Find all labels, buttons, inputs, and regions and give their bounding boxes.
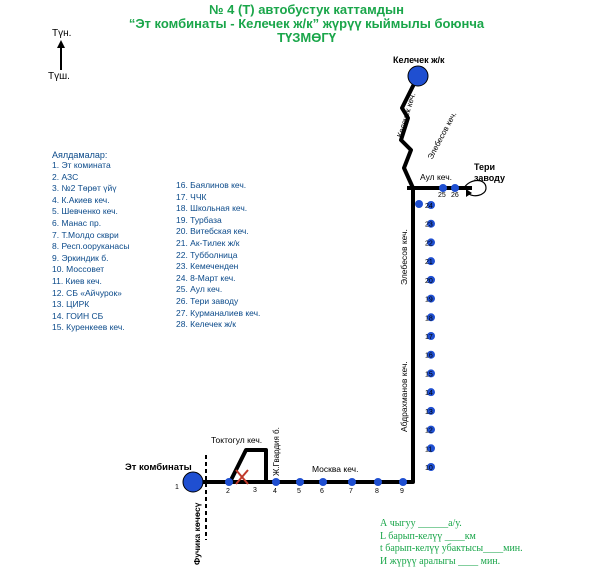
form-line-1: А чыгуу ______а/у. bbox=[380, 518, 462, 529]
form-line-2: L барып-келүү ____км bbox=[380, 530, 476, 542]
street-zh-gvardiya: Ж.Гвардия б. bbox=[272, 427, 281, 476]
stop-number: 22 bbox=[425, 240, 433, 248]
form-line-3: t барып-келүү убактысы____мин. bbox=[380, 543, 523, 554]
stop-marker bbox=[399, 478, 407, 486]
street-toktogul: Токтогул кеч. bbox=[211, 435, 263, 445]
stop-number: 3 bbox=[253, 487, 257, 494]
legend-item: 6. Манас пр. bbox=[52, 217, 102, 228]
street-abdrakhmanov: Абдрахманов кеч. bbox=[399, 361, 409, 432]
stop-number: 7 bbox=[349, 488, 353, 495]
stop-number: 13 bbox=[425, 408, 433, 416]
legend-item: 10. Моссовет bbox=[52, 264, 105, 275]
form-line-4: И жүрүү аралыгы ____ мин. bbox=[380, 555, 501, 567]
stop-number: 5 bbox=[297, 488, 301, 495]
stop-number: 10 bbox=[425, 465, 433, 472]
legend-item: 7. Т.Молдо скври bbox=[52, 229, 119, 240]
stop-number: 19 bbox=[425, 296, 433, 304]
stop-number: 1 bbox=[175, 484, 179, 491]
legend-item: 3. №2 Төрөт үйү bbox=[52, 183, 117, 194]
legend-item: 9. Эркиндик б. bbox=[52, 252, 109, 263]
stop-number: 18 bbox=[425, 315, 433, 323]
street-elebesov-lower: Элебесов кеч. bbox=[399, 229, 409, 285]
legend-item: 17. ЧЧК bbox=[176, 191, 207, 202]
legend-item: 16. Баялинов кеч. bbox=[176, 180, 247, 190]
stop-number: 16 bbox=[425, 352, 433, 360]
map-title-line2: “Эт комбинаты - Келечек ж/к” жүрүү кыймылы боюнча bbox=[128, 16, 485, 31]
legend-item: 27. Курманалиев кеч. bbox=[176, 307, 261, 318]
legend-item: 2. АЗС bbox=[52, 171, 79, 182]
legend-item: 26. Тери заводу bbox=[176, 295, 239, 306]
legend-item: 15. Куренкеев кеч. bbox=[52, 322, 125, 333]
legend-item: 22. Тубболница bbox=[176, 249, 238, 260]
legend-item: 25. Аул кеч. bbox=[176, 284, 223, 295]
stop-number: 6 bbox=[320, 488, 324, 495]
stop-number: 23 bbox=[425, 221, 433, 229]
map-title-line1: № 4 (Т) автобустук каттамдын bbox=[209, 2, 404, 17]
stop-number: 21 bbox=[425, 259, 433, 267]
stop-marker bbox=[319, 478, 327, 486]
stop-number: 24 bbox=[425, 203, 433, 210]
south-label: Түш. bbox=[48, 71, 70, 82]
stop-marker bbox=[348, 478, 356, 486]
stop-number: 20 bbox=[425, 277, 433, 285]
stop-marker bbox=[272, 478, 280, 486]
legend-item: 13. ЦИРК bbox=[52, 299, 90, 310]
stop-number: 2 bbox=[226, 488, 230, 495]
legend-item: 12. СБ «Айчурок» bbox=[52, 287, 122, 298]
street-fuchika: Фучика көчөсү bbox=[192, 502, 202, 565]
stop-marker bbox=[415, 200, 423, 208]
north-label: Түн. bbox=[52, 28, 72, 39]
legend-item: 21. Ак-Тилек ж/к bbox=[176, 237, 240, 248]
stop-number: 11 bbox=[425, 446, 433, 454]
terminal-end-label: Келечек ж/к bbox=[393, 55, 445, 65]
legend-item: 1. Эт комината bbox=[52, 160, 111, 170]
map-title-line3: ТҮЗМӨГҮ bbox=[277, 30, 336, 45]
terminal-start-label: Эт комбинаты bbox=[125, 462, 192, 473]
stop-number: 9 bbox=[400, 488, 404, 495]
stop-number: 14 bbox=[425, 390, 433, 398]
street-kelechek: Келечек кеч. bbox=[395, 91, 418, 139]
legend-item: 14. ГОИН СБ bbox=[52, 310, 104, 321]
legend-item: 20. Витебская кеч. bbox=[176, 226, 249, 237]
legend-item: 11. Киев кеч. bbox=[52, 275, 102, 286]
street-moskva: Москва кеч. bbox=[312, 464, 359, 474]
legend-item: 5. Шевченко кеч. bbox=[52, 206, 118, 217]
factory-label-line1: Тери bbox=[474, 162, 496, 172]
stop-marker bbox=[225, 478, 233, 486]
stop-marker bbox=[374, 478, 382, 486]
stop-number: 17 bbox=[425, 334, 433, 341]
legend-title: Аялдамалар: bbox=[52, 150, 108, 160]
legend-item: 8. Респ.ооруканасы bbox=[52, 241, 130, 252]
legend-item: 18. Школьная кеч. bbox=[176, 203, 248, 214]
legend-item: 28. Келечек ж/к bbox=[176, 319, 236, 330]
stop-marker bbox=[296, 478, 304, 486]
terminal-start-marker bbox=[183, 472, 203, 492]
terminal-end-marker bbox=[408, 66, 428, 86]
stop-number: 12 bbox=[425, 427, 433, 435]
stop-number: 15 bbox=[425, 371, 433, 379]
legend-item: 4. К.Акиев кеч. bbox=[52, 194, 110, 205]
stop-number: 25 bbox=[438, 192, 446, 199]
street-elebesov-upper: Элебесов кеч. bbox=[425, 110, 459, 161]
street-aul: Аул кеч. bbox=[420, 172, 453, 182]
factory-label-line2: заводу bbox=[474, 173, 505, 183]
stop-number: 4 bbox=[273, 488, 277, 495]
route-parameters-form bbox=[380, 518, 523, 568]
stop-number: 26 bbox=[451, 192, 459, 199]
legend-item: 19. Турбаза bbox=[176, 214, 222, 225]
stop-number: 8 bbox=[375, 488, 379, 495]
legend-item: 24. 8-Март кеч. bbox=[176, 272, 236, 283]
legend-item: 23. Кемеченден bbox=[176, 261, 239, 272]
stop-marker bbox=[451, 184, 459, 192]
stop-marker bbox=[439, 184, 447, 192]
